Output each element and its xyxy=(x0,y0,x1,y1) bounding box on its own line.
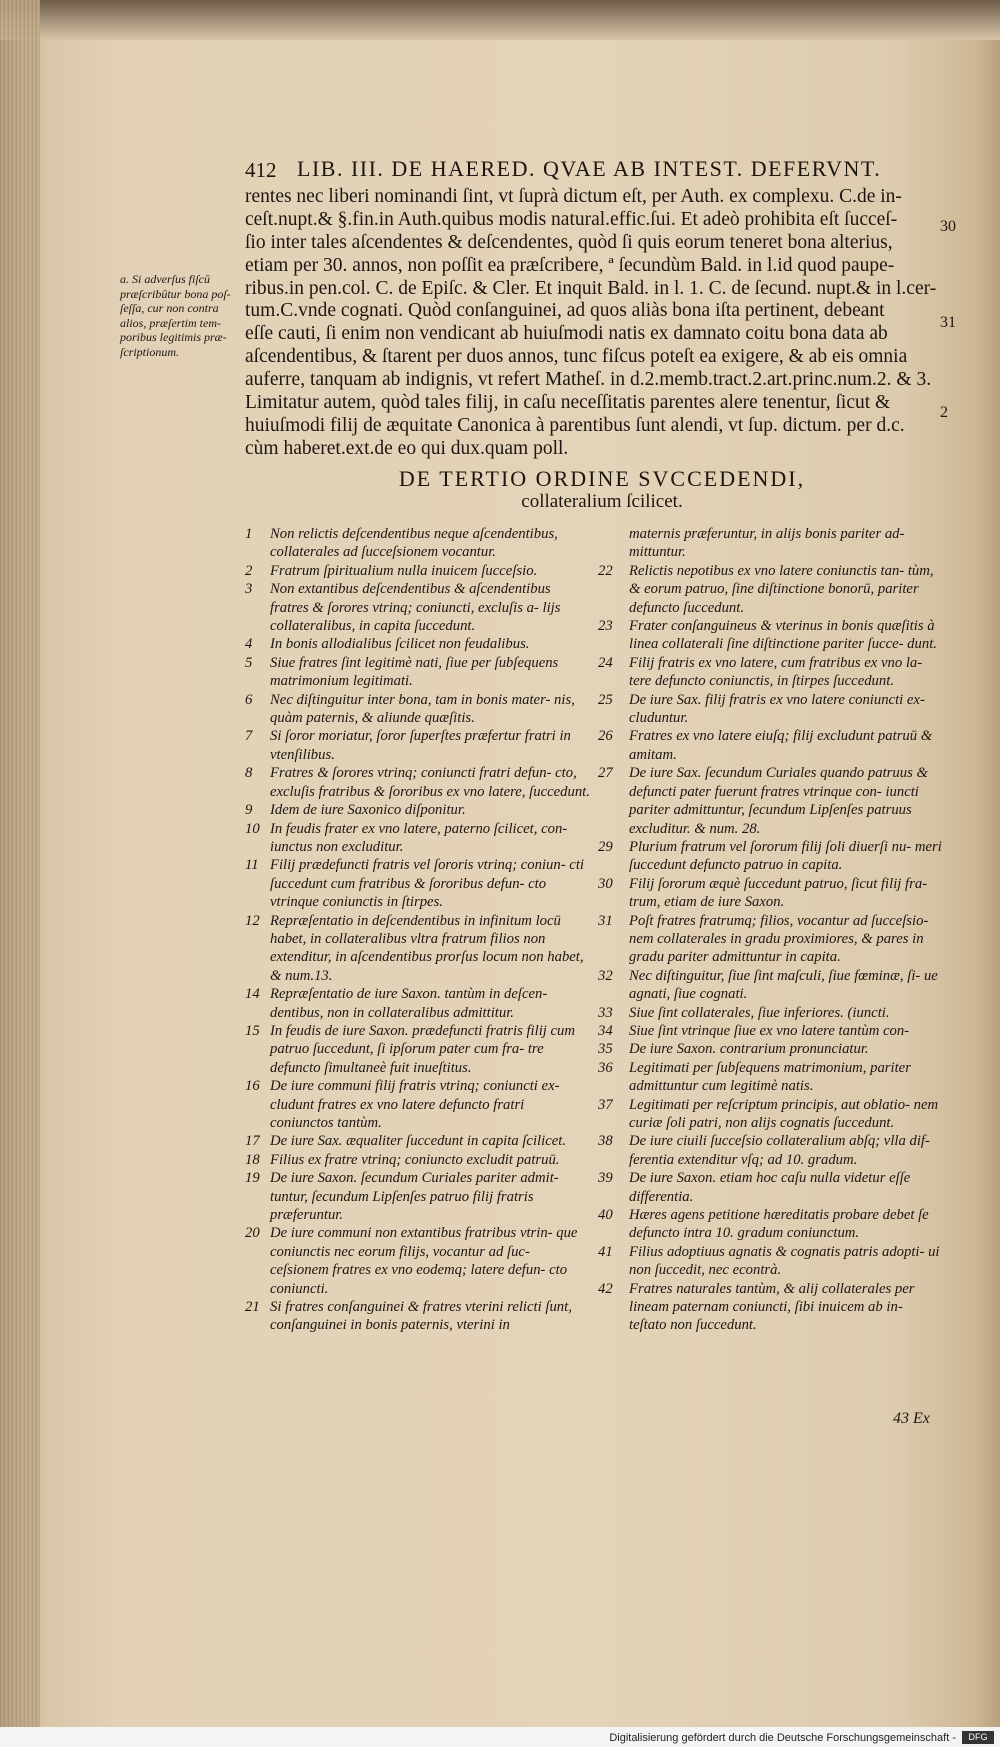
entry-text: Si ſoror moriatur, ſoror ſuperſtes præfertur fratri in vtenſilibus. xyxy=(270,728,571,763)
entry-number: 27 xyxy=(598,765,613,782)
entry-text: Filius ex fratre vtrinq; coniuncto excludit patruū. xyxy=(270,1151,560,1168)
summary-entry xyxy=(598,1059,943,1096)
summary-entry xyxy=(598,1169,943,1206)
summary-entry xyxy=(598,562,943,617)
entry-number: 29 xyxy=(598,838,613,855)
text-line: auferre, tanquam ab indignis, vt refert Matheſ. in d.2.memb.tract.2.art.princ.num.2. & 3. xyxy=(245,369,932,391)
entry-text: Nec diſtinguitur inter bona, tam in bonis mater- nis, quàm paternis, & aliunde quæſitis. xyxy=(270,691,575,727)
summary-entry xyxy=(245,1151,590,1169)
entry-number: 8 xyxy=(245,765,253,782)
page-number: 412 xyxy=(245,158,277,182)
entry-text: Poſt fratres fratrumq; filios, vocantur ad ſucceſsio- nem collaterales in gradu proximiores, & pares in gradu pariter admittuntur in capita. xyxy=(629,912,929,966)
entry-text: De iure communi non extantibus fratribus vtrin- que coniunctis nec eorum filijs, vocantur ad ſuc- ceſsionem fratres ex vno eodemq; latere defun- cto coniuncti. xyxy=(270,1225,578,1297)
text-line: cùm haberet.ext.de eo qui dux.quam poll. xyxy=(245,437,569,459)
entry-text: Non extantibus deſcendentibus & aſcendentibus fratres & ſorores vtrinq; coniuncti, excluſis a- lijs collateralibus, in capita ſuccedunt. xyxy=(270,581,561,635)
entry-number: 4 xyxy=(245,636,253,653)
entry-number: 37 xyxy=(598,1096,613,1113)
entry-number: 2 xyxy=(245,562,253,579)
entry-text: Frater conſanguineus & vterinus in bonis quæſitis à linea collaterali ſine diſtinctione pariter ſucce- dunt. xyxy=(629,618,937,653)
entry-text: Filij prædefuncti fratris vel ſororis vtrinq; coniun- cti ſuccedunt cum fratribus & ſororibus defun- cto vtrinque coniunctis in ſtirpes. xyxy=(270,857,584,911)
summary-entry xyxy=(245,635,590,653)
margin-number: 2 xyxy=(940,404,948,421)
summary-entry xyxy=(245,856,590,911)
entry-text: In feudis frater ex vno latere, paterno ſcilicet, con- iunctus non excluditur. xyxy=(270,820,568,855)
entry-number: 3 xyxy=(245,581,253,598)
summary-entry xyxy=(598,654,943,691)
entry-text: Fratres naturales tantùm, & alij collaterales per lineam paternam coniuncti, ſibi inuicem ab in- teſtato non ſuccedunt. xyxy=(629,1280,915,1334)
entry-text: De iure Saxon. ſecundum Curiales pariter admit- tuntur, ſecundum Lipſenſes patruo filij fratris præferuntur. xyxy=(270,1170,559,1224)
margin-number: 30 xyxy=(940,218,956,235)
summary-entry xyxy=(598,1096,943,1133)
entry-text: De iure Saxon. etiam hoc caſu nulla videtur eſſe differentia. xyxy=(629,1170,911,1205)
entry-number: 21 xyxy=(245,1299,260,1316)
entry-text: Nec diſtinguitur, ſiue ſint maſculi, ſiue fœminæ, ſi- ue agnati, ſiue cognati. xyxy=(629,967,938,1003)
summary-entry xyxy=(245,1132,590,1150)
section-title-line: DE TERTIO ORDINE SVCCEDENDI, xyxy=(398,466,806,491)
summary-entry xyxy=(245,525,590,562)
entry-number: 18 xyxy=(245,1151,260,1168)
entry-text: Fratres ex vno latere eiuſq; filij excludunt patruū & amitam. xyxy=(629,728,933,763)
entry-number: 35 xyxy=(598,1041,613,1058)
text-line: huiuſmodi filij de æquitate Canonica à parentibus ſunt alendi, vt ſup. dictum. per d.c. xyxy=(245,414,905,436)
summary-entry xyxy=(245,1224,590,1298)
entry-number: 38 xyxy=(598,1133,613,1150)
summary-entry xyxy=(245,654,590,691)
text-line: Limitatur autem, quòd tales filij, in caſu neceſſitatis parentes alere tenentur, ſicut & xyxy=(245,392,891,414)
summary-entry xyxy=(598,691,943,728)
text-line: tum.C.vnde cognati. Quòd conſanguinei, ad quos aliàs bona iſta pertinent, debeant xyxy=(245,300,885,322)
entry-text: Filij fratris ex vno latere, cum fratribus ex vno la- tere defuncto coniunctis, in ſtirpes ſuccedunt. xyxy=(629,654,923,690)
footer-bar xyxy=(0,1727,1000,1747)
running-head: LIB. III. DE HAERED. QVAE AB INTEST. DEFERVNT. xyxy=(297,156,882,181)
intro-paragraph xyxy=(245,186,937,461)
summary-entry xyxy=(598,912,943,967)
summary-column-left xyxy=(245,525,590,1335)
entry-number: 26 xyxy=(598,728,613,745)
entry-number: 10 xyxy=(245,820,260,837)
entry-text: Legitimati per reſcriptum principis, aut oblatio- nem curiæ ſoli patri, non alijs cognatis ſuccedunt. xyxy=(629,1096,939,1131)
entry-text: De iure Sax. ſecundum Curiales quando patruus & defuncti pater fuerunt fratres vtrinque con- iuncti pariter admittuntur, ſecundum Lipſenſes patruus excluditur. & num. 28. xyxy=(629,765,928,837)
entry-number: 7 xyxy=(245,728,253,745)
entry-number: 41 xyxy=(598,1243,613,1260)
page-header xyxy=(245,156,905,186)
summary-entry xyxy=(245,1022,590,1077)
entry-number: 16 xyxy=(245,1078,260,1095)
entry-text: Hæres agens petitione hæreditatis probare debet ſe defuncto intra 10. gradum coniunctum. xyxy=(629,1207,929,1242)
entry-number: 24 xyxy=(598,654,613,671)
summary-entry xyxy=(245,1298,590,1335)
summary-entry xyxy=(245,580,590,635)
summary-entry xyxy=(598,1280,943,1335)
summary-entry xyxy=(598,1022,943,1040)
summary-entry xyxy=(598,525,943,562)
summary-entry xyxy=(245,1077,590,1132)
entry-number: 1 xyxy=(245,526,253,542)
text-line: etiam per 30. annos, non poſſit ea præſcribere, ª ſecundùm Bald. in l.id quod paupe- xyxy=(245,254,895,276)
entry-text: Filius adoptiuus agnatis & cognatis patris adopti- ui non ſuccedit, nec econtrà. xyxy=(629,1243,940,1279)
entry-number: 30 xyxy=(598,875,613,892)
text-line: ribus.in pen.col. C. de Epiſc. & Cler. Et inquit Bald. in l. 1. C. de ſecund. nupt.& in l.cer- xyxy=(245,277,937,299)
entry-text: Siue fratres ſint legitimè nati, ſiue per ſubſequens matrimonium legitimati. xyxy=(270,654,559,690)
entry-number: 17 xyxy=(245,1133,260,1150)
text-line: ceſt.nupt.& §.fin.in Auth.quibus modis natural.effic.ſui. Et adeò prohibita eſt ſucceſ- xyxy=(245,208,898,230)
summary-entry xyxy=(598,1243,943,1280)
entry-text: Si fratres conſanguinei & fratres vterini relicti ſunt, conſanguinei in bonis paternis, vterini in xyxy=(270,1299,572,1334)
text-line: ſio inter tales aſcendentes & deſcendentes, quòd ſi quis eorum teneret bona alterius, xyxy=(245,231,893,253)
summary-entry xyxy=(245,1169,590,1224)
entry-text: De iure Sax. filij fratris ex vno latere coniuncti ex- cluduntur. xyxy=(629,691,925,727)
entry-text: maternis præferuntur, in alijs bonis pariter ad- mittuntur. xyxy=(629,526,905,561)
entry-text: Filij ſororum æquè ſuccedunt patruo, ſicut filij fra- trum, etiam de iure Saxon. xyxy=(629,875,928,911)
entry-text: In bonis allodialibus ſcilicet non feudalibus. xyxy=(270,636,530,653)
entry-number: 36 xyxy=(598,1059,613,1076)
margin-number: 31 xyxy=(940,314,956,331)
entry-number: 5 xyxy=(245,654,253,671)
entry-text: Siue ſint collaterales, ſiue inferiores. (iuncti. xyxy=(629,1004,890,1021)
entry-text: In feudis de iure Saxon. prædefuncti fratris filij cum patruo ſuccedunt, ſi ipſorum pater cum fra- tre defuncto ſimultaneè fuit inueſtitus. xyxy=(270,1022,576,1076)
entry-number: 31 xyxy=(598,912,613,929)
summary-entry xyxy=(598,1132,943,1169)
entry-number: 34 xyxy=(598,1022,613,1039)
summary-entry xyxy=(598,617,943,654)
footer-text: Digitalisierung gefördert durch die Deutsche Forschungsgemeinschaft - xyxy=(609,1732,956,1744)
dfg-logo: DFG xyxy=(962,1731,994,1744)
section-title xyxy=(322,466,882,513)
page-edge xyxy=(0,0,40,1747)
entry-text: Relictis nepotibus ex vno latere coniunctis tan- tùm, & eorum patruo, ſine diſtinctione bonorū, pariter defuncto ſuccedunt. xyxy=(629,562,934,616)
entry-number: 23 xyxy=(598,618,613,635)
summary-entry xyxy=(598,727,943,764)
text-line: rentes nec liberi nominandi ſint, vt ſuprà dictum eſt, per Auth. ex complexu. C.de in- xyxy=(245,186,902,207)
margin-note: a. Si adverſus fiſcū præſcribūtur bona poſ- ſeſſa, cur non contra alios, præſertim tem- poribus legitimis præ- ſcriptionum. xyxy=(120,272,231,359)
top-shadow xyxy=(0,0,1000,40)
summary-entry xyxy=(598,1206,943,1243)
summary-entry xyxy=(245,691,590,728)
summary-entry xyxy=(598,764,943,838)
entry-number: 20 xyxy=(245,1225,260,1242)
summary-entry xyxy=(598,1004,943,1022)
entry-number: 12 xyxy=(245,912,260,929)
entry-number: 6 xyxy=(245,691,253,708)
entry-text: De iure Saxon. contrarium pronunciatur. xyxy=(629,1041,869,1058)
entry-number: 11 xyxy=(245,857,259,874)
section-subtitle: collateralium ſcilicet. xyxy=(521,491,683,512)
entry-text: Repræſentatio de iure Saxon. tantùm in deſcen- dentibus, non in collateralibus admittitur. xyxy=(270,986,548,1021)
entry-number: 14 xyxy=(245,986,260,1003)
summary-entry xyxy=(245,801,590,819)
entry-number: 9 xyxy=(245,802,253,819)
entry-number: 40 xyxy=(598,1207,613,1224)
summary-entry xyxy=(245,562,590,580)
catchword: 43 Ex xyxy=(893,1410,930,1427)
summary-entry xyxy=(598,838,943,875)
summary-entry xyxy=(245,912,590,986)
entry-text: Repræſentatio in deſcendentibus in infinitum locū habet, in collateralibus vltra fratrum filios non extenditur, in aſcendentibus prorſus locum non habet, & num.13. xyxy=(270,912,584,984)
entry-number: 25 xyxy=(598,691,613,708)
entry-text: Fratres & ſorores vtrinq; coniuncti fratri defun- cto, excluſis fratribus & ſororibus ex vno latere, ſuccedunt. xyxy=(270,765,590,800)
text-line: eſſe cauti, ſi enim non vendicant ab huiuſmodi natis ex damnato coitu bona data ab xyxy=(245,323,888,345)
entry-number: 39 xyxy=(598,1170,613,1187)
summary-entry xyxy=(598,1040,943,1058)
summary-entry xyxy=(245,764,590,801)
entry-text: Plurium fratrum vel ſororum filij ſoli diuerſi nu- meri ſuccedunt defuncto patruo in capita. xyxy=(629,838,942,874)
summary-entry xyxy=(598,967,943,1004)
summary-column-right xyxy=(598,525,943,1335)
entry-text: Fratrum ſpiritualium nulla inuicem ſucceſsio. xyxy=(270,562,538,579)
text-line: aſcendentibus, & ſtarent per duos annos, tunc fiſcus poteſt ea exigere, & ab eis omnia xyxy=(245,346,908,368)
entry-text: Non relictis deſcendentibus neque aſcendentibus, collaterales ad ſucceſsionem vocantur. xyxy=(270,526,558,561)
summary-entry xyxy=(598,875,943,912)
summary-entry xyxy=(245,727,590,764)
entry-text: De iure Sax. æqualiter ſuccedunt in capita ſcilicet. xyxy=(270,1133,566,1150)
entry-number: 32 xyxy=(598,967,613,984)
summary-entry xyxy=(245,820,590,857)
entry-number: 22 xyxy=(598,562,613,579)
entry-number: 19 xyxy=(245,1170,260,1187)
entry-number: 33 xyxy=(598,1004,613,1021)
entry-text: Legitimati per ſubſequens matrimonium, pariter admittuntur cum legitimè natis. xyxy=(629,1059,911,1095)
summary-entry xyxy=(245,985,590,1022)
entry-text: Siue ſint vtrinque ſiue ex vno latere tantùm con- xyxy=(629,1022,910,1039)
entry-number: 15 xyxy=(245,1022,260,1039)
entry-text: Idem de iure Saxonico diſponitur. xyxy=(270,802,466,819)
entry-text: De iure ciuili ſucceſsio collateralium abſq; vlla dif- ferentia extenditur vſq; ad 10. gradum. xyxy=(629,1133,930,1168)
entry-text: De iure communi filij fratris vtrinq; coniuncti ex- cludunt fratres ex vno latere defuncto fratri coniunctos tantùm. xyxy=(270,1078,560,1131)
entry-number: 42 xyxy=(598,1280,613,1297)
